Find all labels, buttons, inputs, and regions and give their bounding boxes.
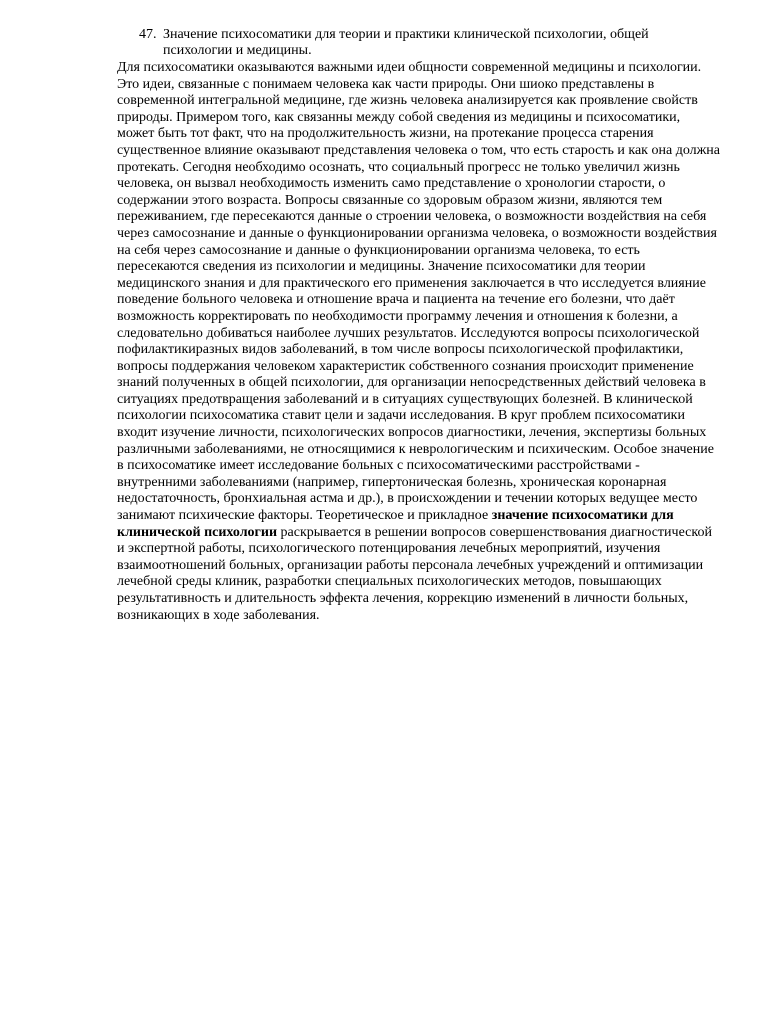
paragraph-bold-phrase: значение психосоматики для клинической психологии	[117, 508, 674, 540]
answer-paragraph	[117, 60, 720, 624]
paragraph-text-part2: раскрывается в решении вопросов совершенствования диагностической и экспертной работы, психологического потенцирования лечебных мероприятий, изучения взаимоотношений больных, организации работы персонала лечебных учреждений и оптимизации лечебной среды клиник, разработки специальных психологических методов, повышающих результативность и длительность эффекта лечения, коррекцию изменений в личности больных, возникающих в ходе заболевания.	[117, 524, 712, 623]
question-number: 47.	[139, 27, 157, 42]
paragraph-text-part1: Для психосоматики оказываются важными идеи общности современной медицины и психологии. Это идеи, связанные с понимаем человека как части природы. Они шиоко представлены в современной интегральной медицине, где жизнь человека анализируется как проявление свойств природы. Примером того, как связанны между собой сведения из медицины и психосоматики, может быть тот факт, что на продолжительность жизни, на протекание процесса старения существенное влияние оказывают представления человека о том, что есть старость и как она должна протекать. Сегодня необходимо осознать, что социальный прогресс не только увеличил жизнь человека, он вызвал необходимость изменить само представление о хронологии старости, о содержании этого возраста. Вопросы связанные со здоровым образом жизни, являются тем переживанием, где пересекаются данные о строении человека, о возможности воздействия на себя через самосознание и данные о функционировании организма человека, о возможности воздействия на себя через самосознание и данные о функционировании организма человека, то есть пересекаются сведения из психологии и медицины. Значение психосоматики для теории медицинского знания и для практического его применения заключается в что исследуется влияние поведение больного человека и отношение врача и пациента на течение его болезни, что даёт возможность корректировать по необходимости программу лечения и отношения к болезни, а следовательно добиваться наиболее лучших результатов. Исследуются вопросы психологической пофилактикиразных видов заболеваний, в том числе вопросы психологической профилактики, вопросы поддержания человеком характеристик собственного сознания происходит применение знаний полученных в общей психологии, для организации непосредственных действий человека в ситуациях предотвращения заболеваний и в ситуациях существующих болезней. В клинической психологии психосоматика ставит цели и задачи исследования. В круг проблем психосоматики входит изучение личности, психологических вопросов диагностики, лечения, экспертизы больных различными заболеваниями, не относящимися к неврологическим и психическим. Особое значение в психосоматике имеет исследование больных с психосоматическими расстройствами - внутренними заболеваниями (например, гипертоническая болезнь, хроническая коронарная недостаточность, бронхиальная астма и др.), в происхождении и течении которых ведущее место занимают психические факторы. Теоретическое и прикладное	[117, 60, 720, 524]
question-title: Значение психосоматики для теории и практики клинической психологии, общей психологии и медицины.	[163, 27, 649, 58]
question-heading	[139, 27, 719, 59]
